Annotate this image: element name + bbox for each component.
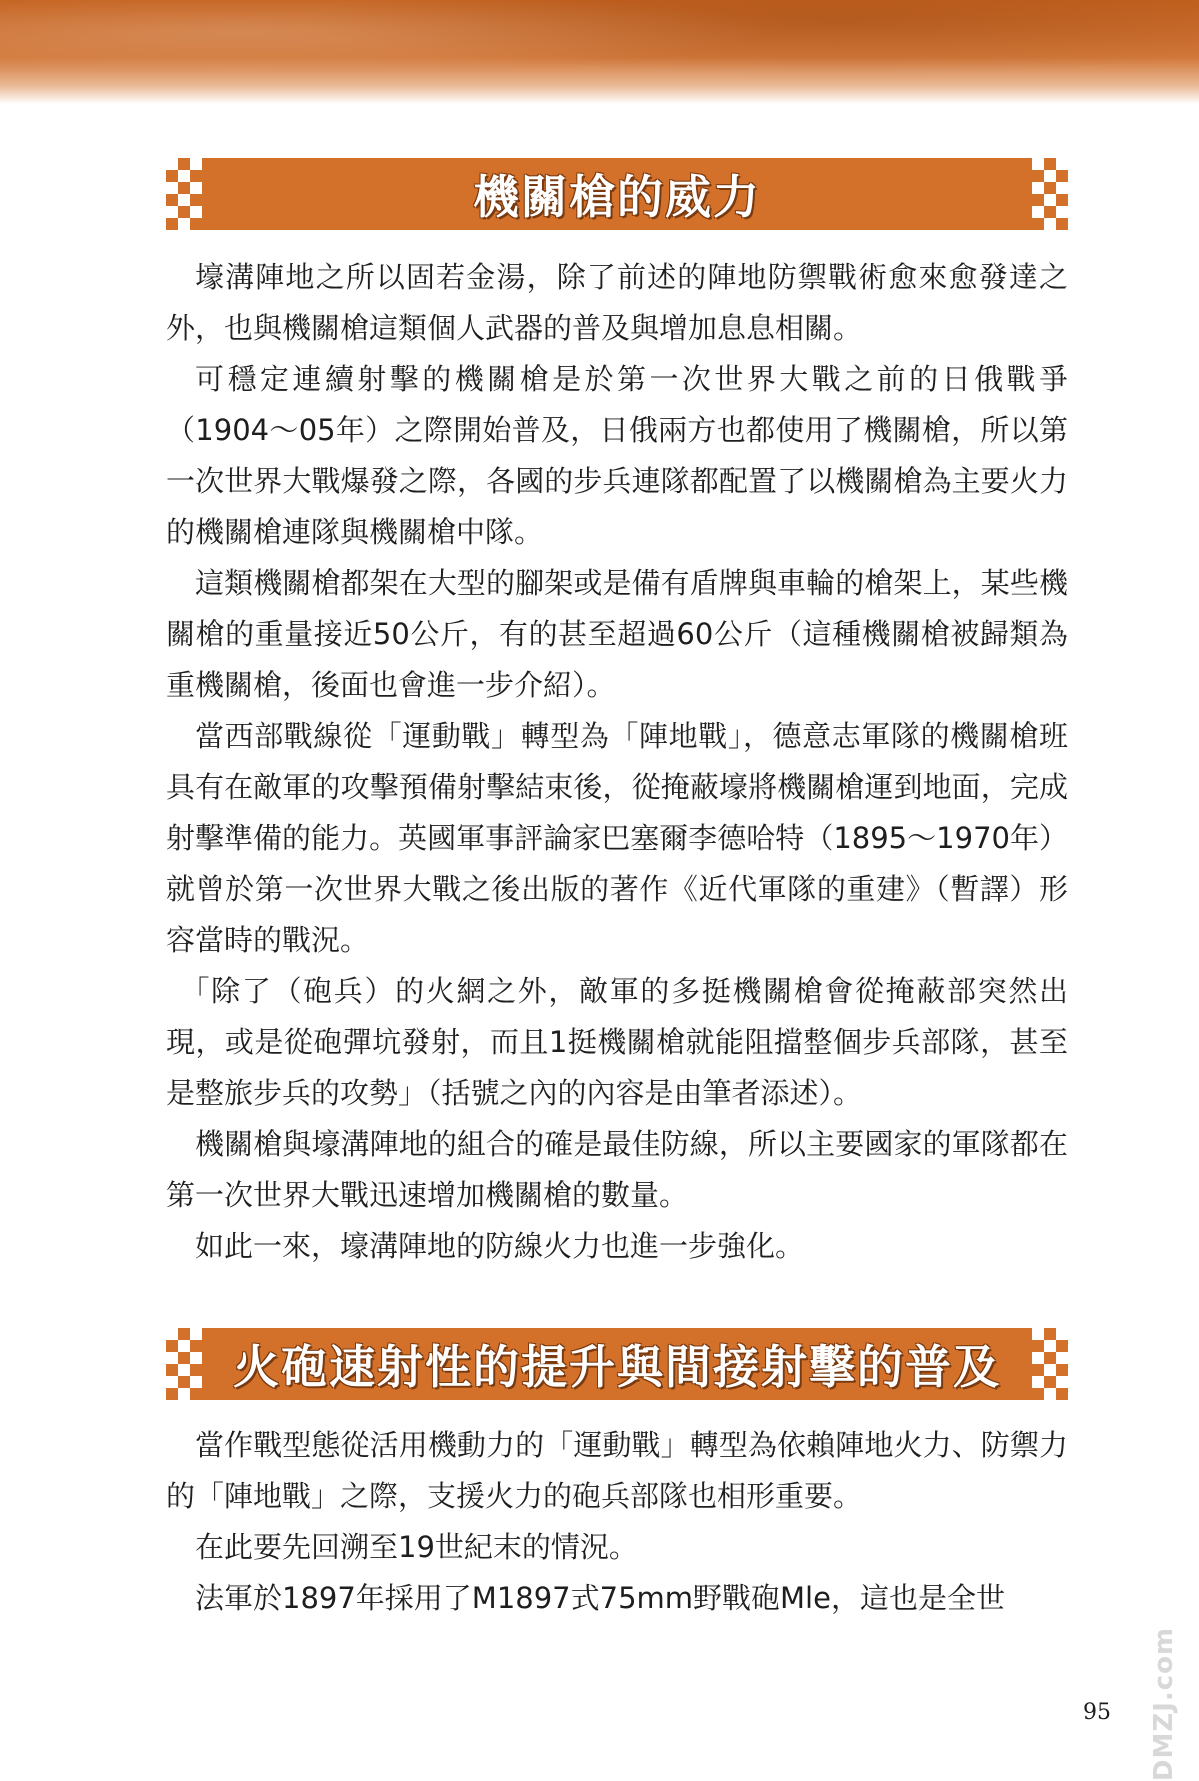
page-number: 95 <box>1083 1700 1111 1725</box>
paragraph: 壕溝陣地之所以固若金湯，除了前述的陣地防禦戰術愈來愈發達之外，也與機關槍這類個人武器的普及與增加息息相關。 <box>166 260 1068 345</box>
section-heading-banner <box>166 1328 1068 1400</box>
paragraph: 機關槍與壕溝陣地的組合的確是最佳防線，所以主要國家的軍隊都在第一次世界大戰迅速增加機關槍的數量。 <box>166 1127 1068 1212</box>
paragraph: 法軍於1897年採用了M1897式75mm野戰砲Mle，這也是全世 <box>195 1581 1005 1615</box>
section-heading: 火砲速射性的提升與間接射擊的普及 <box>233 1340 1001 1394</box>
watermark-text: DMZJ.com <box>1149 1626 1180 1781</box>
checker-pattern-right <box>1032 1328 1068 1400</box>
paragraph: 在此要先回溯至19世紀末的情況。 <box>195 1530 638 1564</box>
section-body <box>166 252 1068 1272</box>
paragraph: 當作戰型態從活用機動力的「運動戰」轉型為依賴陣地火力、防禦力的「陣地戰」之際，支援火力的砲兵部隊也相形重要。 <box>166 1428 1068 1513</box>
watermark <box>1144 1626 1184 1781</box>
paragraph: 「除了（砲兵）的火網之外，敵軍的多挺機關槍會從掩蔽部突然出現，或是從砲彈坑發射，而且1挺機關槍就能阻擋整個步兵部隊，甚至是整旅步兵的攻勢」（括號之內的內容是由筆者添述）。 <box>166 974 1068 1110</box>
paragraph: 這類機關槍都架在大型的腳架或是備有盾牌與車輪的槍架上，某些機關槍的重量接近50公斤，有的甚至超過60公斤（這種機關槍被歸類為重機關槍，後面也會進一步介紹）。 <box>166 566 1068 702</box>
section-body <box>166 1420 1068 1624</box>
header-texture-band <box>0 0 1199 104</box>
paragraph: 可穩定連續射擊的機關槍是於第一次世界大戰之前的日俄戰爭（1904～05年）之際開始普及，日俄兩方也都使用了機關槍，所以第一次世界大戰爆發之際，各國的步兵連隊都配置了以機關槍為主要火力的機關槍連隊與機關槍中隊。 <box>166 362 1068 549</box>
section-heading: 機關槍的威力 <box>473 170 761 224</box>
paragraph: 如此一來，壕溝陣地的防線火力也進一步強化。 <box>195 1229 805 1263</box>
section-heading-banner <box>166 158 1068 230</box>
checker-pattern-left <box>166 1328 202 1400</box>
paragraph: 當西部戰線從「運動戰」轉型為「陣地戰」，德意志軍隊的機關槍班具有在敵軍的攻擊預備射擊結束後，從掩蔽壕將機關槍運到地面，完成射擊準備的能力。英國軍事評論家巴塞爾李德哈特（1895～1970年）就曾於第一次世界大戰之後出版的著作《近代軍隊的重建》（暫譯）形容當時的戰況。 <box>166 719 1068 957</box>
checker-pattern-left <box>166 158 202 230</box>
checker-pattern-right <box>1032 158 1068 230</box>
